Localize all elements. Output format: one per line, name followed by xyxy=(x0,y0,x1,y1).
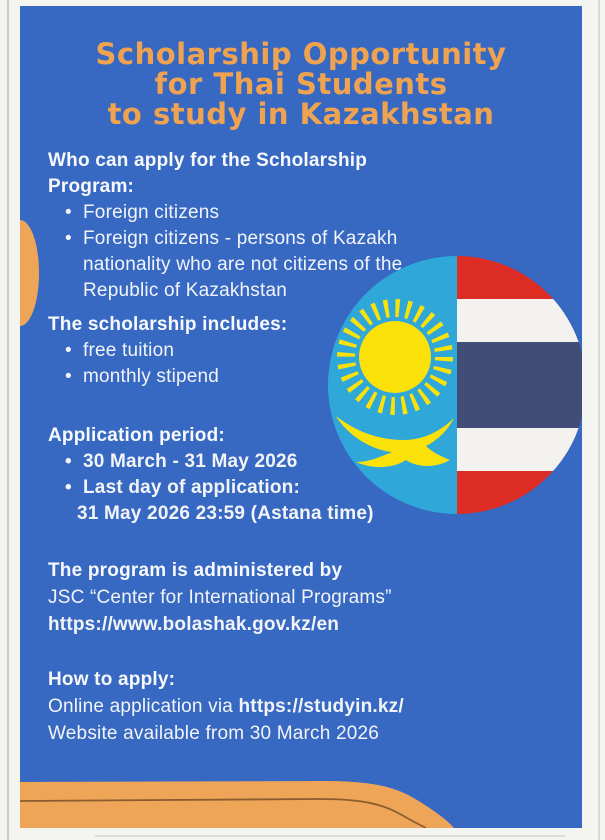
scan-artifact-right-line xyxy=(598,0,600,840)
website-availability: Website available from 30 March 2026 xyxy=(48,723,380,744)
bullet-text: 30 March - 31 May 2026 xyxy=(83,451,298,472)
left-orange-semicircle xyxy=(20,220,39,326)
bullet-text: Last day of application: xyxy=(83,477,300,498)
bullet-text: Foreign citizens xyxy=(83,202,220,223)
bullet-item xyxy=(48,364,423,390)
title-line-2: for Thai Students xyxy=(154,67,448,101)
bullet-dot: • xyxy=(65,477,72,498)
eligibility-heading: Who can apply for the Scholarship Program: xyxy=(48,150,368,197)
bullet-dot: • xyxy=(65,340,72,361)
bullet-text: Foreign citizens - persons of Kazakh nationality who are not citizens of the Republic of Kazakhstan xyxy=(83,228,403,301)
poster xyxy=(20,6,582,828)
section-how-to-apply xyxy=(48,666,528,747)
admin-heading: The program is administered by xyxy=(48,560,343,581)
bullet-item xyxy=(48,338,423,364)
thailand-flag-half xyxy=(457,256,582,514)
apply-line xyxy=(48,693,528,720)
studyin-url: https://studyin.kz/ xyxy=(238,696,404,717)
scan-artifact-left-line xyxy=(7,0,9,840)
bullet-item xyxy=(48,226,423,304)
bullet-dot: • xyxy=(65,228,72,249)
section-eligibility xyxy=(48,148,423,304)
section-application-period xyxy=(48,423,448,527)
title-line-1: Scholarship Opportunity xyxy=(95,37,507,71)
bottom-orange-wave xyxy=(20,778,582,828)
admin-organization: JSC “Center for International Programs” xyxy=(48,587,392,608)
bolashak-url: https://www.bolashak.gov.kz/en xyxy=(48,614,340,635)
bottom-wave-fill xyxy=(20,781,454,828)
period-heading: Application period: xyxy=(48,425,225,446)
bullet-dot: • xyxy=(65,366,72,387)
bullet-text: free tuition xyxy=(83,340,175,361)
deadline-detail: 31 May 2026 23:59 (Astana time) xyxy=(77,503,374,524)
section-scholarship-includes xyxy=(48,312,423,390)
bullet-item xyxy=(48,200,423,226)
includes-heading: The scholarship includes: xyxy=(48,314,288,335)
poster-title xyxy=(20,39,582,129)
apply-heading: How to apply: xyxy=(48,669,176,690)
bullet-item xyxy=(48,449,448,475)
title-line-3: to study in Kazakhstan xyxy=(107,97,495,131)
bullet-dot: • xyxy=(65,202,72,223)
bullet-item xyxy=(48,475,448,501)
bullet-text: monthly stipend xyxy=(83,366,220,387)
apply-line-prefix: Online application via xyxy=(48,696,239,717)
scan-artifact-bottom-shadow xyxy=(95,835,565,837)
section-program-administration xyxy=(48,557,508,638)
bullet-dot: • xyxy=(65,451,72,472)
